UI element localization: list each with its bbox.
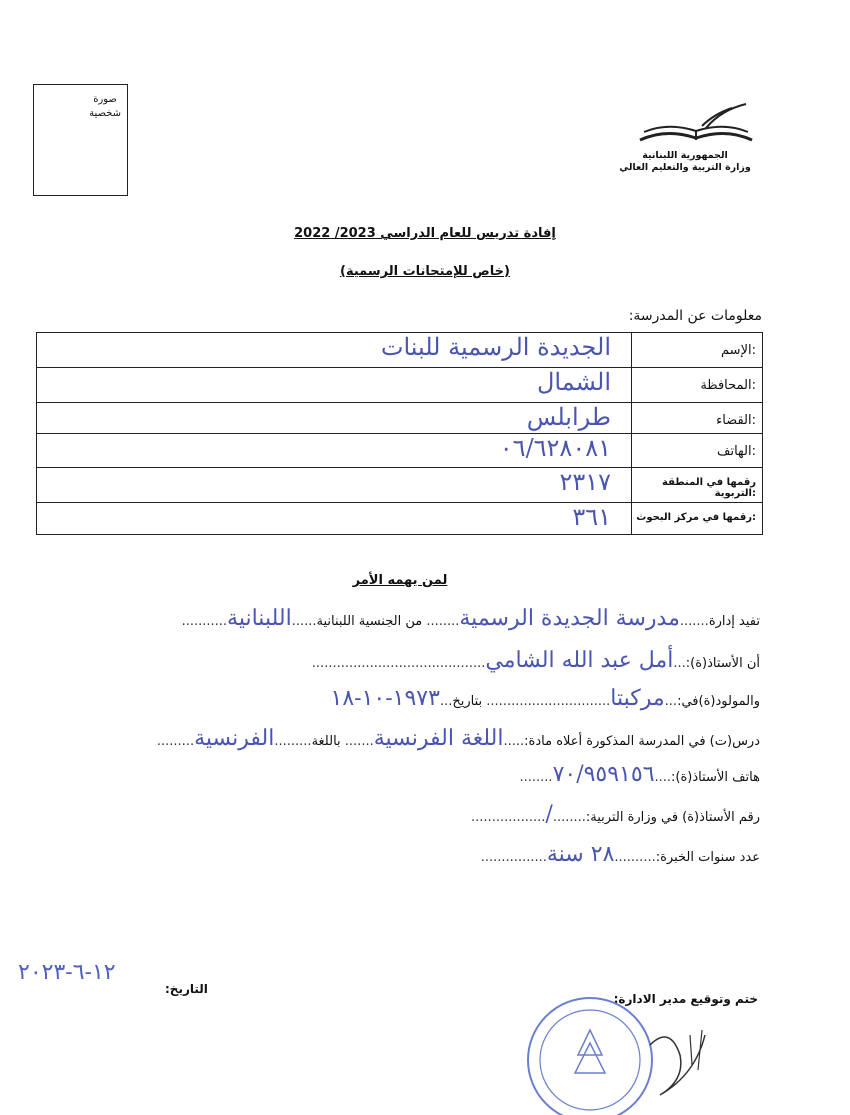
governorate-value: الشمال <box>536 368 611 396</box>
table-row <box>37 333 762 368</box>
declaration-line-ministry-number: رقم الأستاذ(ة) في وزارة التربية:......../.................. <box>471 802 760 827</box>
district-label: القضاء: <box>631 403 762 433</box>
declaration-line-teacher: أن الأستاذ(ة):...أمل عبد الله الشامي.......................................... <box>311 648 760 673</box>
school-stamp-icon <box>520 985 740 1115</box>
language-handwritten: الفرنسية <box>194 726 275 751</box>
declaration-line-experience: عدد سنوات الخبرة:..........٢٨ سنة................ <box>480 842 760 867</box>
declaration-line-birth: والمولود(ة)في:...مركبتا.............................. بتاريخ...١٩٧٣-١٠-١٨ <box>330 686 760 711</box>
table-row <box>37 434 762 468</box>
district-value: طرابلس <box>526 403 611 431</box>
photo-box-label: صورة شخصية <box>89 94 121 119</box>
research-center-number-value: ٣٦١ <box>572 503 611 531</box>
ministry-logo-icon <box>636 100 756 146</box>
document-title: إفادة تدريس للعام الدراسي 2023/ 2022 <box>294 226 556 241</box>
declaration-line-subject: درس(ت) في المدرسة المذكورة أعلاه مادة:.....اللغة الفرنسية....... باللغة.........الفرنسية......... <box>156 726 760 751</box>
date-handwritten: ١٢-٦-٢٠٢٣ <box>18 960 116 985</box>
table-row <box>37 368 762 403</box>
declaration-line-school: تفيد إدارة.......مدرسة الجديدة الرسمية........ من الجنسية اللبنانية......اللبنانية........... <box>181 606 760 631</box>
experience-years-handwritten: ٢٨ سنة <box>546 842 615 867</box>
educational-zone-number-label: رقمها في المنطقة التربوية: <box>631 468 762 502</box>
table-row <box>37 503 762 534</box>
director-stamp-label: ختم وتوقيع مدير الادارة: <box>613 992 758 1006</box>
teacher-name-handwritten: أمل عبد الله الشامي <box>485 648 674 673</box>
ministry-number-handwritten: / <box>545 802 553 827</box>
date-label: التاريخ: <box>165 982 208 996</box>
birthplace-handwritten: مركبتا <box>610 686 665 711</box>
subject-handwritten: اللغة الفرنسية <box>373 726 504 751</box>
governorate-label: المحافظة: <box>631 368 762 402</box>
teacher-phone-handwritten: ٧٠/٩٥٩١٥٦ <box>552 762 655 787</box>
declaration-line-teacher-phone: هاتف الأستاذ(ة):....٧٠/٩٥٩١٥٦........ <box>519 762 760 787</box>
table-row <box>37 468 762 503</box>
nationality-handwritten: اللبنانية <box>227 606 292 631</box>
educational-zone-number-value: ٢٣١٧ <box>559 468 611 496</box>
personal-photo-box <box>33 84 128 196</box>
to-whom-it-may-concern: لمن يهمه الأمر <box>352 573 448 588</box>
school-name-value: الجديدة الرسمية للبنات <box>380 333 611 361</box>
table-row <box>37 403 762 434</box>
school-name-handwritten: مدرسة الجديدة الرسمية <box>459 606 680 631</box>
ministry-name: الجمهورية اللبنانية وزارة التربية والتعليم العالي <box>619 150 751 173</box>
school-name-label: الإسم: <box>631 333 762 367</box>
school-info-label: معلومات عن المدرسة: <box>628 308 762 324</box>
school-info-table <box>36 332 763 535</box>
phone-value: ٠٦/٦٢٨٠٨١ <box>499 434 611 462</box>
birthdate-handwritten: ١٩٧٣-١٠-١٨ <box>330 686 440 711</box>
phone-label: الهاتف: <box>631 434 762 467</box>
document-subtitle: (خاص للإمتحانات الرسمية) <box>340 264 510 279</box>
research-center-number-label: رقمها في مركز البحوث: <box>631 503 762 534</box>
